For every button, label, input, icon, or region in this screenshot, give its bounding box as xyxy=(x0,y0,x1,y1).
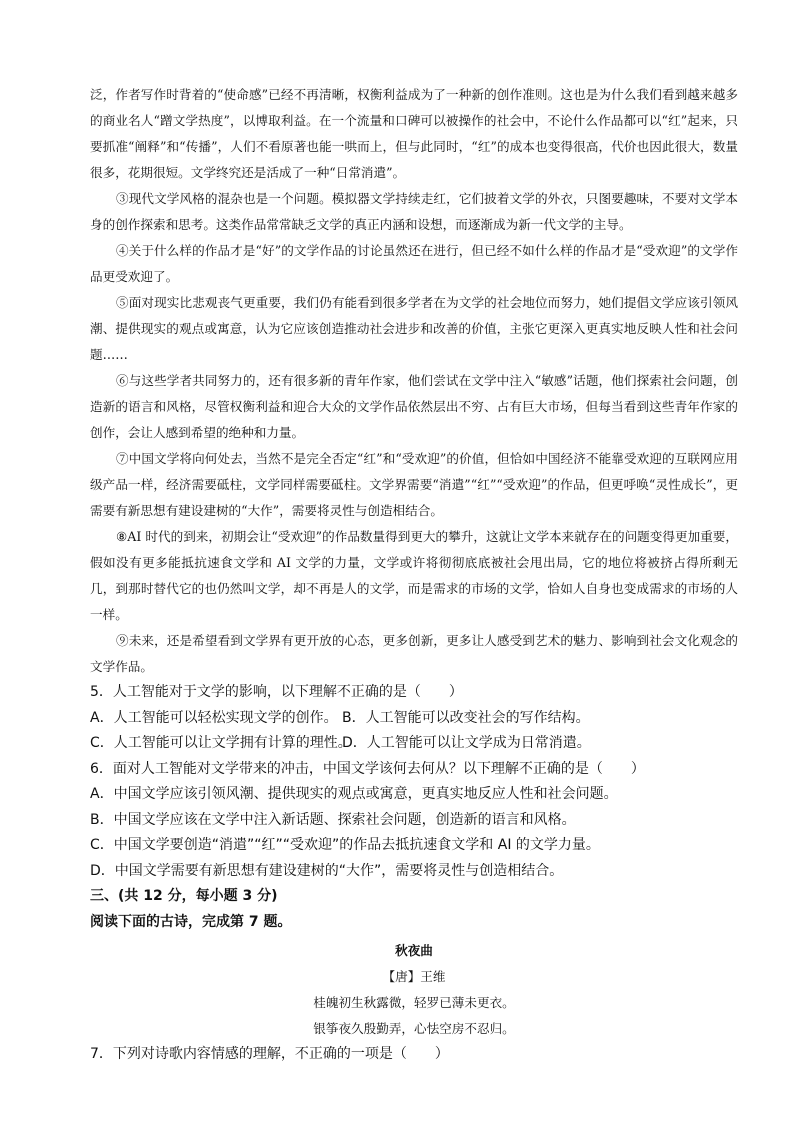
reading-passage xyxy=(90,82,738,680)
question-5-option-d: D．人工智能可以让文学成为日常消遣。 xyxy=(342,735,591,751)
section-3 xyxy=(90,884,738,935)
passage-paragraph-9: ⑨未来，还是希望看到文学界有更开放的心态，更多创新，更多让人感受到艺术的魅力、影响到社会文化观念的文学作品。 xyxy=(90,633,738,674)
section-3-heading: 三、(共 12 分，每小题 3 分) xyxy=(90,888,278,904)
question-6-option-d: D．中国文学需要有新思想有建设建树的“大作”，需要将灵性与创造相结合。 xyxy=(90,862,564,879)
passage-paragraph-3: ③现代文学风格的混杂也是一个问题。模拟器文学持续走红，它们披着文学的外衣，只图要趣味，不要对文学本身的创作探索和思考。这类作品常常缺乏文学的真正内涵和设想，而逐渐成为新一代文学的主导。 xyxy=(90,191,738,232)
question-6-option-b: B．中国文学应该在文学中注入新话题、探索社会问题，创造新的语言和风格。 xyxy=(90,811,576,828)
question-6-option-a: A．中国文学应该引领风潮、提供现实的观点或寓意，更真实地反应人性和社会问题。 xyxy=(90,786,618,802)
passage-paragraph-6: ⑥与这些学者共同努力的，还有很多新的青年作家，他们尝试在文学中注入“敏感”话题，他们探索社会问题，创造新的语言和风格，尽管权衡利益和迎合大众的文学作品依然层出不穷、占有巨大市场，但每当看到这些青年作家的创作，会让人感到希望的绝种和力量。 xyxy=(90,373,738,440)
question-5-options-row-2 xyxy=(90,731,738,757)
passage-paragraph-7: ⑦中国文学将向何处去，当然不是完全否定“红”和“受欢迎”的价值，但恰如中国经济不能靠受欢迎的互联网应用级产品一样，经济需要砥柱，文学同样需要砥柱。文学界需要“消遣”“红”“受欢迎”的作品，但更呼唤“灵性成长”，更需要有新思想有建设建树的“大作”，需要将灵性与创造相结合。 xyxy=(90,451,738,518)
passage-paragraph-8: ⑧AI 时代的到来，初期会让“受欢迎”的作品数量得到更大的攀升，这就让文学本来就存在的问题变得更加重要，假如没有更多能抵抗速食文学和 AI 文学的力量，文学或许将彻彻底底被社会甩出局，它的地位将被挤占得所剩无几，到那时替代它的也仍然叫文学，却不再是人的文学，而是需求的市场的文学，恰如人自身也变成需求的市场的人一样。 xyxy=(90,529,738,622)
passage-paragraph-2-cont: 泛，作者写作时背着的“使命感”已经不再清晰，权衡利益成为了一种新的创作准则。这也是为什么我们看到越来越多的商业名人“蹭文学热度”，以博取利益。在一个流量和口碑可以被操作的社会中，不论什么作品都可以“红”起来，只要抓准“阐释”和“传播”，人们不看原著也能一哄而上，但与此同时，“红”的成本也变得很高，代价也因此很大，数量很多，花期很短。文学终究还是活成了一种“日常消遣”。 xyxy=(90,87,738,180)
question-5-option-b: B．人工智能可以改变社会的写作结构。 xyxy=(342,709,590,726)
question-5-options-row-1 xyxy=(90,706,738,732)
passage-paragraph-5: ⑤面对现实比悲观丧气更重要，我们仍有能看到很多学者在为文学的社会地位而努力，她们提倡文学应该引领风潮、提供现实的观点或寓意，认为它应该创造推动社会进步和改善的价值，主张它更深入更真实地反映人性和社会问题…… xyxy=(90,295,738,362)
question-6-option-c: C．中国文学要创造“消遣”“红”“受欢迎”的作品去抵抗速食文学和 AI 的文学力量。 xyxy=(90,837,600,853)
poem-line-1: 桂魄初生秋露微，轻罗已薄未更衣。 xyxy=(313,995,515,1010)
question-5-option-c: C．人工智能可以让文学拥有计算的理性。 xyxy=(90,735,352,751)
question-5-option-a: A．人工智能可以轻松实现文学的创作。 xyxy=(90,709,338,726)
question-5-stem: 5．人工智能对于文学的影响，以下理解不正确的是（ ） xyxy=(90,684,463,700)
exam-page xyxy=(90,82,738,1068)
section-3-instruction: 阅读下面的古诗，完成第 7 题。 xyxy=(90,913,292,930)
passage-paragraph-4: ④关于什么样的作品才是“好”的文学作品的讨论虽然还在进行，但已经不如什么样的作品才是“受欢迎”的文学作品更受欢迎了。 xyxy=(90,243,738,284)
question-7 xyxy=(90,1042,738,1068)
poem-title: 秋夜曲 xyxy=(395,943,433,958)
question-7-stem: 7．下列对诗歌内容情感的理解，不正确的一项是（ ） xyxy=(90,1046,449,1062)
question-5 xyxy=(90,680,738,757)
question-6 xyxy=(90,757,738,885)
poem-line-2: 银筝夜久殷勤弄，心怯空房不忍归。 xyxy=(313,1021,515,1036)
poem-author: 【唐】王维 xyxy=(382,969,446,984)
question-6-stem: 6．面对人工智能对文学带来的冲击，中国文学该何去何从？以下理解不正确的是（ ） xyxy=(90,760,645,777)
poem xyxy=(90,938,738,1042)
